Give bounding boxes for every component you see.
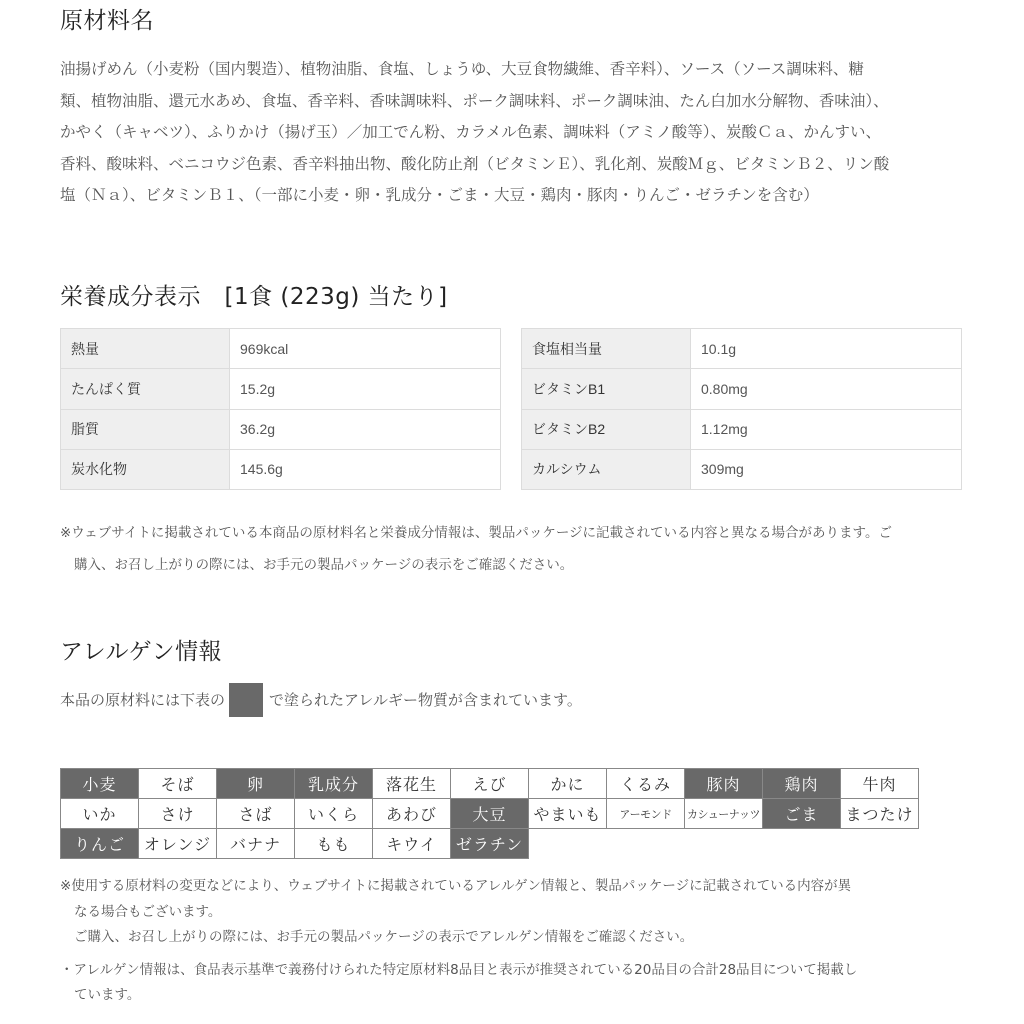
disclaimer-line: 購入、お召し上がりの際には、お手元の製品パッケージの表示をご確認ください。 [74, 557, 574, 573]
nutrition-disclaimer [60, 517, 980, 581]
allergen-cell: 小麦 [61, 769, 139, 799]
allergen-intro-text: で塗られたアレルギー物質が含まれています。 [269, 691, 582, 709]
allergen-table [60, 768, 919, 859]
allergen-note-line: ・アレルゲン情報は、食品表示基準で義務付けられた特定原材料8品目と表示が推奨されている20品目の合計28品目について掲載し [60, 961, 858, 978]
allergen-cell: さば [217, 799, 295, 829]
allergen-cell: キウイ [373, 829, 451, 859]
ingredients-line: かやく（キャベツ）、ふりかけ（揚げ玉）／加工でん粉、カラメル色素、調味料（アミノ酸等）、炭酸Ｃａ、かんすい、 [60, 123, 882, 141]
disclaimer-line: ※ウェブサイトに掲載されている本商品の原材料名と栄養成分情報は、製品パッケージに記載されている内容と異なる場合があります。ご [60, 525, 892, 541]
allergen-cell: さけ [139, 799, 217, 829]
allergen-cell: 牛肉 [841, 769, 919, 799]
nutrition-value: 0.80mg [691, 369, 962, 409]
allergen-cell: オレンジ [139, 829, 217, 859]
allergen-cell-empty [763, 829, 841, 859]
allergen-row [61, 829, 919, 859]
nutrition-value: 10.1g [691, 329, 962, 369]
allergen-notes [60, 874, 980, 1009]
allergen-row [61, 799, 919, 829]
allergen-cell: 乳成分 [295, 769, 373, 799]
allergen-cell: えび [451, 769, 529, 799]
allergen-cell: ゼラチン [451, 829, 529, 859]
allergen-cell: 豚肉 [685, 769, 763, 799]
allergen-cell: ごま [763, 799, 841, 829]
nutrition-label: たんぱく質 [61, 369, 230, 409]
allergen-cell: 大豆 [451, 799, 529, 829]
allergen-cell: バナナ [217, 829, 295, 859]
nutrition-row [522, 449, 962, 489]
allergen-cell: いくら [295, 799, 373, 829]
allergen-cell: アーモンド [607, 799, 685, 829]
allergen-cell-empty [607, 829, 685, 859]
ingredients-line: 油揚げめん（小麦粉（国内製造）、植物油脂、食塩、しょうゆ、大豆食物繊維、香辛料）、ソース（ソース調味料、糖 [60, 60, 864, 78]
nutrition-value: 1.12mg [691, 409, 962, 449]
highlight-swatch [229, 683, 263, 717]
allergen-intro [60, 683, 582, 717]
allergen-cell: 卵 [217, 769, 295, 799]
allergen-cell: りんご [61, 829, 139, 859]
nutrition-value: 969kcal [230, 329, 501, 369]
nutrition-value: 145.6g [230, 449, 501, 489]
nutrition-label: 食塩相当量 [522, 329, 691, 369]
allergen-cell: もも [295, 829, 373, 859]
allergen-cell: そば [139, 769, 217, 799]
allergen-row [61, 769, 919, 799]
nutrition-row [522, 369, 962, 409]
allergen-cell: くるみ [607, 769, 685, 799]
allergen-cell: 落花生 [373, 769, 451, 799]
allergen-cell-empty [529, 829, 607, 859]
ingredients-line: 類、植物油脂、還元水あめ、食塩、香辛料、香味調味料、ポーク調味料、ポーク調味油、たん白加水分解物、香味油）、 [60, 91, 889, 110]
allergen-cell: 鶏肉 [763, 769, 841, 799]
allergen-cell: あわび [373, 799, 451, 829]
nutrition-row [61, 369, 501, 409]
ingredients-text [60, 54, 960, 212]
nutrition-value: 36.2g [230, 409, 501, 449]
allergen-cell: カシューナッツ [685, 799, 763, 829]
allergen-note-line: ています。 [74, 987, 141, 1003]
allergen-note-line: ※使用する原材料の変更などにより、ウェブサイトに掲載されているアレルゲン情報と、製品パッケージに記載されている内容が異 [60, 878, 852, 894]
allergen-cell: かに [529, 769, 607, 799]
allergen-title: アレルゲン情報 [60, 639, 223, 665]
allergen-note-line: なる場合もございます。 [74, 903, 222, 920]
nutrition-table-left [60, 328, 501, 490]
allergen-intro-text: 本品の原材料には下表の [60, 691, 226, 709]
nutrition-row [61, 329, 501, 369]
allergen-cell-empty [685, 829, 763, 859]
allergen-cell-empty [841, 829, 919, 859]
nutrition-label: カルシウム [522, 449, 691, 489]
nutrition-label: ビタミンB2 [522, 409, 691, 449]
ingredients-line: 香料、酸味料、ベニコウジ色素、香辛料抽出物、酸化防止剤（ビタミンＥ）、乳化剤、炭酸Ｍｇ、ビタミンＢ２、リン酸 [60, 154, 890, 173]
nutrition-label: 熱量 [61, 329, 230, 369]
nutrition-label: 脂質 [61, 409, 230, 449]
nutrition-row [61, 409, 501, 449]
nutrition-row [522, 409, 962, 449]
nutrition-label: 炭水化物 [61, 449, 230, 489]
allergen-cell: やまいも [529, 799, 607, 829]
allergen-cell: いか [61, 799, 139, 829]
nutrition-value: 15.2g [230, 369, 501, 409]
nutrition-title: 栄養成分表示 [1食 (223g) 当たり] [60, 284, 448, 310]
allergen-cell: まつたけ [841, 799, 919, 829]
nutrition-row [61, 449, 501, 489]
nutrition-label: ビタミンB1 [522, 369, 691, 409]
nutrition-row [522, 329, 962, 369]
nutrition-value: 309mg [691, 449, 962, 489]
ingredients-line: 塩（Ｎａ）、ビタミンＢ１、（一部に小麦・卵・乳成分・ごま・大豆・鶏肉・豚肉・りんご・ゼラチンを含む） [60, 186, 819, 204]
ingredients-title: 原材料名 [60, 8, 154, 34]
nutrition-table-right [521, 328, 962, 490]
allergen-note-line: ご購入、お召し上がりの際には、お手元の製品パッケージの表示でアレルゲン情報をご確認ください。 [74, 929, 694, 945]
